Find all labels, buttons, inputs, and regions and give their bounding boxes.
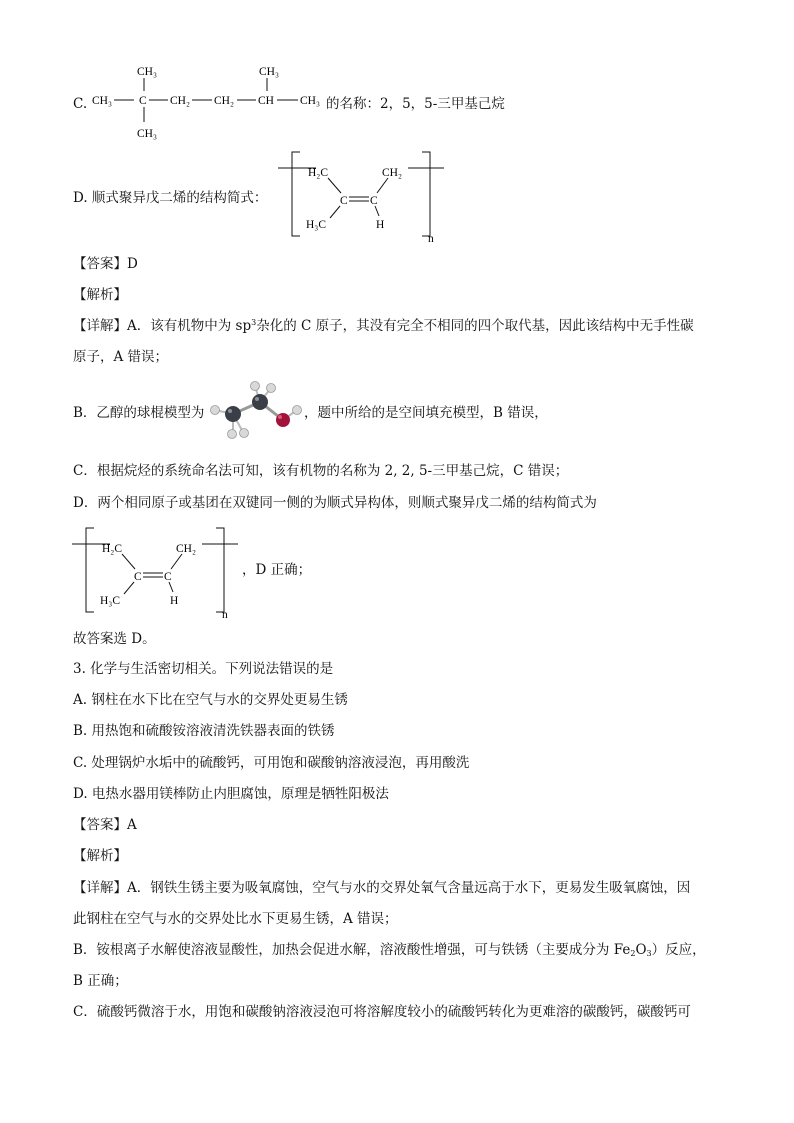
c-left-label: C bbox=[340, 195, 348, 207]
c1-ch3: CH₃ bbox=[92, 95, 112, 107]
q3-option-c: C. 处理锅炉水垢中的硫酸钙，可用饱和碳酸钠溶液浸泡，再用酸洗 bbox=[73, 755, 470, 771]
h2c-label: H₂C bbox=[102, 543, 122, 555]
c-right-label: C bbox=[370, 195, 378, 207]
q2-conclusion: 故答案选 D。 bbox=[73, 631, 156, 647]
ch2-label: CH₂ bbox=[176, 543, 196, 555]
c-left-label: C bbox=[134, 571, 142, 583]
repeat-n: n bbox=[222, 609, 228, 620]
option-d-structure bbox=[278, 148, 448, 244]
h-label: H bbox=[376, 219, 385, 231]
q2-detail-a-line1: 【详解】A．该有机物中为 $sp^3$杂化的 C 原子，其没有完全不相同的四个取代基，因此该结构中无手性碳 bbox=[73, 318, 694, 334]
h3c-label: H₃C bbox=[306, 219, 326, 231]
q2-answer: 【答案】D bbox=[73, 256, 138, 272]
q2-detail-d-structure bbox=[72, 524, 242, 620]
option-c-label: C. bbox=[73, 96, 88, 112]
q2-detail-a-line2: 原子，A 错误； bbox=[73, 349, 169, 365]
q3-detail-b-line2: B 正确； bbox=[73, 973, 128, 989]
c4-ch2: CH₂ bbox=[214, 95, 234, 107]
option-d-label: D. 顺式聚异戊二烯的结构简式： bbox=[73, 190, 268, 206]
ch2-label: CH₂ bbox=[382, 167, 402, 179]
q3-option-d: D. 电热水器用镁棒防止内胆腐蚀，原理是牺牲阳极法 bbox=[73, 786, 389, 802]
q3-option-b: B. 用热饱和硫酸铵溶液清洗铁器表面的铁锈 bbox=[73, 723, 335, 739]
q2-detail-d-after: ，D 正确； bbox=[242, 562, 312, 578]
h2c-label: H₂C bbox=[308, 167, 328, 179]
c-right-label: C bbox=[164, 571, 172, 583]
q3-detail-b-line1: B．铵根离子水解使溶液显酸性，加热会促进水解，溶液酸性增强，可与铁锈（主要成分为 $Fe_2O_3$）反应， bbox=[73, 942, 706, 958]
q3-option-a: A. 钢柱在水下比在空气与水的交界处更易生锈 bbox=[73, 692, 348, 708]
c2-top-ch3: CH₃ bbox=[137, 66, 157, 78]
repeat-n: n bbox=[428, 233, 434, 244]
q3-analysis-title: 【解析】 bbox=[73, 848, 127, 864]
option-c-name: 的名称：2，5，5-三甲基己烷 bbox=[326, 96, 505, 112]
q2-detail-c: C．根据烷烃的系统命名法可知，该有机物的名称为 2, 2, 5-三甲基己烷，C 错误； bbox=[73, 463, 569, 479]
q3-detail-a-line1: 【详解】A．钢铁生锈主要为吸氧腐蚀，空气与水的交界处氧气含量远高于水下，更易发生吸氧腐蚀，因 bbox=[73, 880, 691, 896]
q3-stem: 3. 化学与生活密切相关。下列说法错误的是 bbox=[73, 661, 334, 677]
c3-ch2: CH₂ bbox=[170, 95, 190, 107]
q2-detail-b-tail: ，题中所给的是空间填充模型，B 错误， bbox=[304, 405, 548, 421]
q2-detail-d: D．两个相同原子或基团在双键同一侧的为顺式异构体，则顺式聚异戊二烯的结构简式为 bbox=[73, 495, 597, 511]
q2-analysis-title: 【解析】 bbox=[73, 287, 127, 303]
c5-ch: CH bbox=[258, 95, 274, 107]
ethanol-ball-stick-model bbox=[205, 380, 305, 442]
q3-answer: 【答案】A bbox=[73, 817, 137, 833]
h3c-label: H₃C bbox=[100, 595, 120, 607]
option-c-structure bbox=[88, 60, 330, 142]
h-label: H bbox=[170, 595, 179, 607]
c2-carbon: C bbox=[139, 95, 147, 107]
c2-bottom-ch3: CH₃ bbox=[137, 128, 157, 140]
q3-detail-a-line2: 此钢柱在空气与水的交界处比水下更易生锈，A 错误； bbox=[73, 911, 398, 927]
q3-detail-c-line1: C．硫酸钙微溶于水，用饱和碳酸钠溶液浸泡可将溶解度较小的硫酸钙转化为更难溶的碳酸钙，碳酸钙可 bbox=[73, 1004, 691, 1020]
c6-ch3: CH₃ bbox=[300, 95, 320, 107]
c5-top-ch3: CH₃ bbox=[259, 66, 279, 78]
q2-detail-b-lead: B．乙醇的球棍模型为 bbox=[73, 405, 205, 421]
